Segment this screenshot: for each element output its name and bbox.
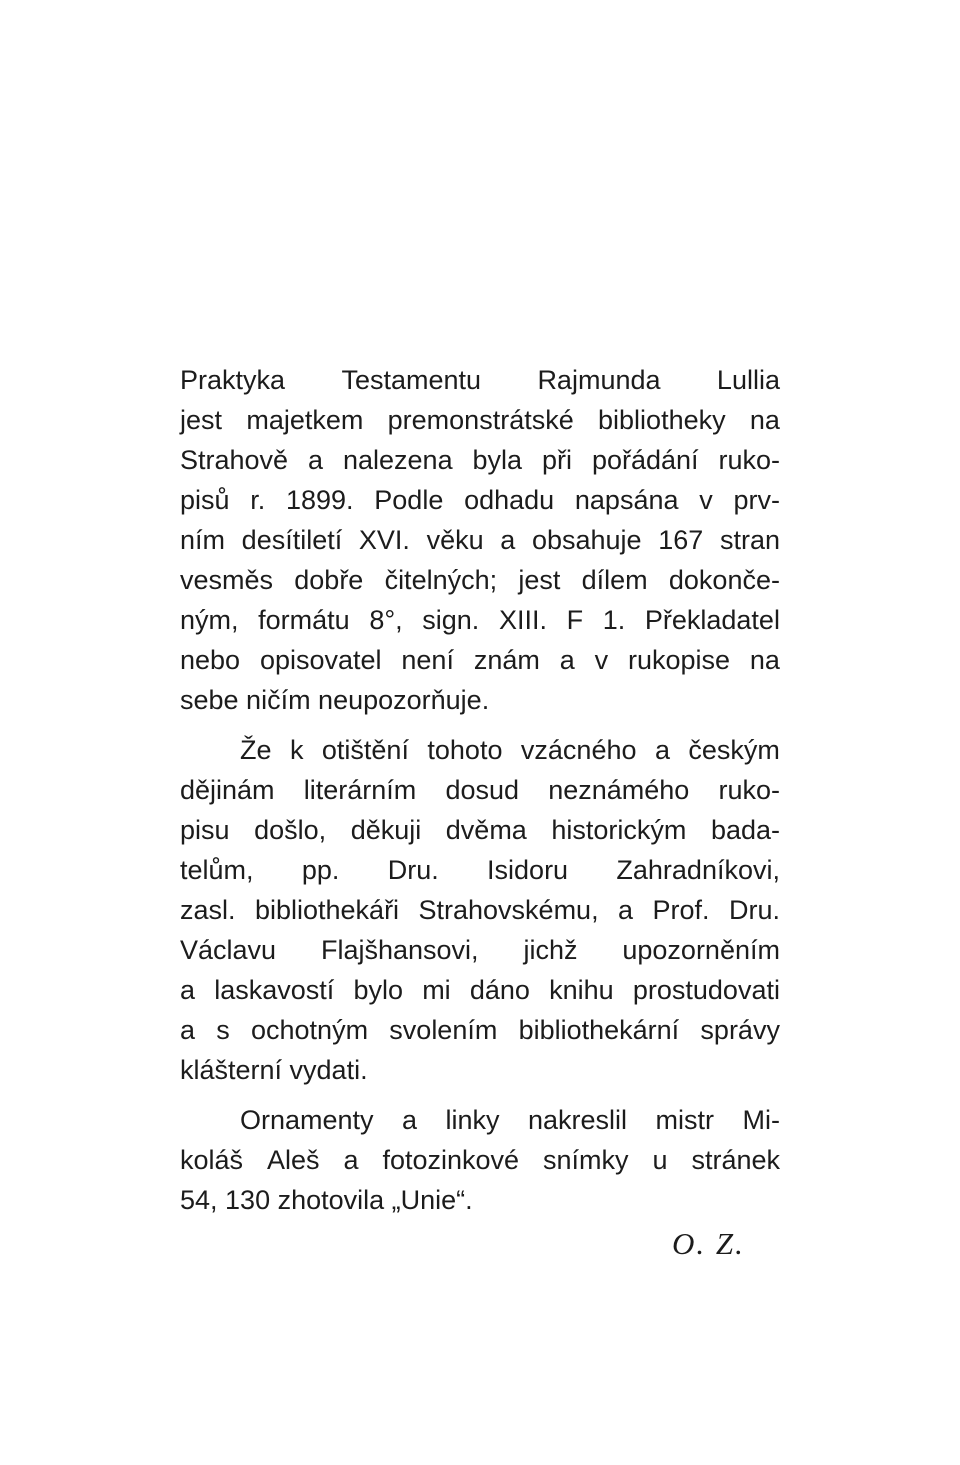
word: upozorněním [622, 935, 780, 965]
word: Aleš [266, 1145, 320, 1175]
word: nebo [180, 645, 241, 675]
word: Flajšhansovi, [320, 935, 479, 965]
word: pisu [180, 815, 230, 845]
word: formátu [258, 605, 350, 635]
text-line [180, 970, 780, 1010]
word: historickým [551, 815, 687, 845]
word: Překladatel [644, 605, 780, 635]
text-line [180, 520, 780, 560]
text-line [180, 360, 780, 400]
word: Rajmunda [537, 365, 661, 395]
word: jest [518, 565, 561, 595]
word: Ornamenty [240, 1105, 374, 1135]
word: neznámého [548, 775, 690, 805]
word: dáno [469, 975, 530, 1005]
text-line [180, 560, 780, 600]
word: rukopise [627, 645, 731, 675]
word: ruko- [718, 775, 780, 805]
text-line [180, 400, 780, 440]
word: desítiletí [241, 525, 343, 555]
word: mi [422, 975, 451, 1005]
word: a [180, 1015, 196, 1045]
text-line: sebe ničím neupozorňuje. [180, 685, 490, 715]
word: v [594, 645, 609, 675]
word: Isidoru [487, 855, 569, 885]
word: mistr [655, 1105, 715, 1135]
word: Že [240, 735, 272, 765]
word: dokonče- [668, 565, 780, 595]
word: prostudovati [632, 975, 780, 1005]
word: v [699, 485, 713, 515]
word: bylo [353, 975, 403, 1005]
word: znám [473, 645, 540, 675]
word: Mi- [742, 1105, 780, 1135]
word: byla [472, 445, 523, 475]
word: telům, [180, 855, 254, 885]
word: Prof. [652, 895, 710, 925]
word: dobře [294, 565, 364, 595]
word: opisovatel [259, 645, 382, 675]
word: jest [180, 405, 223, 435]
word: 1899. [285, 485, 354, 515]
word: ným, [180, 605, 239, 635]
word: 1. [602, 605, 626, 635]
word: fotozinkové [382, 1145, 520, 1175]
word: dosud [445, 775, 520, 805]
word: Strahově [180, 445, 289, 475]
word: vesměs [180, 565, 274, 595]
word: a [500, 525, 516, 555]
word: XVI. [358, 525, 410, 555]
word: koláš [180, 1145, 244, 1175]
word: XIII. [498, 605, 547, 635]
text-line: 54, 130 zhotovila „Unie“. [180, 1185, 473, 1215]
word: r. [250, 485, 266, 515]
word: k [289, 735, 304, 765]
word: a [559, 645, 575, 675]
word: čitelných; [384, 565, 498, 595]
word: stránek [691, 1145, 780, 1175]
word: pořádání [591, 445, 699, 475]
word: bibliothekární [518, 1015, 680, 1045]
word: 167 [658, 525, 704, 555]
word: bibliotheky [598, 405, 726, 435]
word: a [343, 1145, 359, 1175]
word: zasl. [180, 895, 236, 925]
text-line: klášterní vydati. [180, 1055, 368, 1085]
text-line [180, 600, 780, 640]
word: Strahovskému, [418, 895, 599, 925]
word: na [749, 645, 780, 675]
word: děkuji [350, 815, 422, 845]
word: ochotným [251, 1015, 369, 1045]
text-line [180, 480, 780, 520]
word: a [654, 735, 670, 765]
word: Dru. [728, 895, 780, 925]
word: dějinám [180, 775, 275, 805]
word: věku [426, 525, 484, 555]
text-line [180, 1010, 780, 1050]
word: knihu [549, 975, 614, 1005]
word: majetkem [246, 405, 364, 435]
word: Zahradníkovi, [616, 855, 780, 885]
word: otištění [321, 735, 409, 765]
word: svolením [389, 1015, 498, 1045]
text-line [180, 850, 780, 890]
word: pp. [301, 855, 340, 885]
text-line [180, 1100, 780, 1140]
word: Podle [374, 485, 444, 515]
word: laskavostí [214, 975, 335, 1005]
text-line [180, 1140, 780, 1180]
text-line [180, 770, 780, 810]
word: stran [719, 525, 780, 555]
word: premonstrátské [387, 405, 574, 435]
word: bada- [710, 815, 780, 845]
word: nakreslil [528, 1105, 628, 1135]
word: vzácného [520, 735, 637, 765]
word: snímky [543, 1145, 629, 1175]
word: a [180, 975, 196, 1005]
word: není [401, 645, 454, 675]
word: obsahuje [531, 525, 642, 555]
word: došlo, [254, 815, 327, 845]
text-line [180, 640, 780, 680]
word: odhadu [464, 485, 555, 515]
word: ním [180, 525, 226, 555]
text-line [180, 440, 780, 480]
text-line [180, 890, 780, 930]
word: u [652, 1145, 668, 1175]
word: Testamentu [341, 365, 482, 395]
word: při [542, 445, 573, 475]
word: bibliothekáři [254, 895, 400, 925]
word: jichž [523, 935, 578, 965]
word: F [566, 605, 584, 635]
word: a [402, 1105, 418, 1135]
word: linky [445, 1105, 500, 1135]
word: nalezena [342, 445, 453, 475]
text-line [180, 730, 780, 770]
word: Dru. [387, 855, 439, 885]
word: 8°, [369, 605, 403, 635]
word: literárním [303, 775, 417, 805]
word: Lullia [716, 365, 780, 395]
word: českým [688, 735, 780, 765]
signature-initials: O. Z. [672, 1226, 745, 1261]
word: s [216, 1015, 230, 1045]
word: pisů [180, 485, 230, 515]
word: napsána [574, 485, 679, 515]
word: prv- [733, 485, 780, 515]
word: správy [700, 1015, 780, 1045]
word: sign. [422, 605, 480, 635]
word: Praktyka [180, 365, 286, 395]
word: a [308, 445, 324, 475]
word: ruko- [718, 445, 780, 475]
word: dílem [581, 565, 648, 595]
word: na [749, 405, 780, 435]
word: tohoto [427, 735, 503, 765]
text-line [180, 930, 780, 970]
word: dvěma [445, 815, 527, 845]
word: Václavu [180, 935, 277, 965]
text-line [180, 810, 780, 850]
word: a [618, 895, 634, 925]
